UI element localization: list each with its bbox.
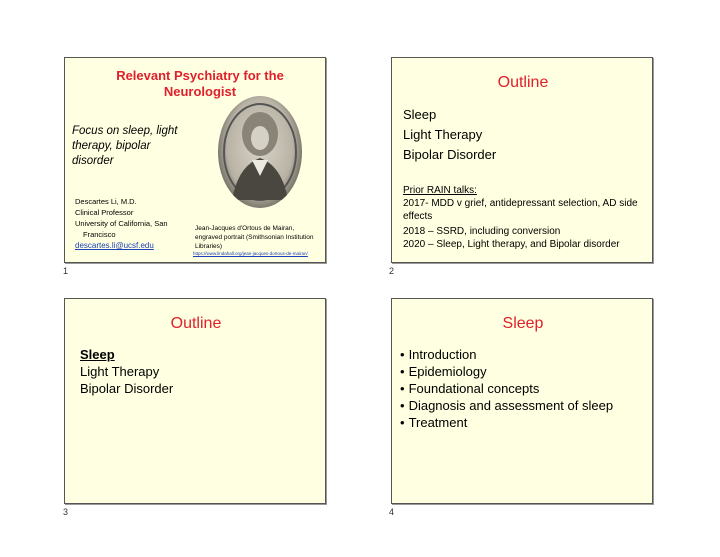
slide-number-1: 1: [63, 266, 69, 276]
source-url-link[interactable]: https://www.lindahall.org/jean-jacques-dortous-de-mairan/: [193, 251, 308, 256]
prior-talk-2017: 2017- MDD v grief, antidepressant selection, AD side effects: [403, 198, 638, 222]
prior-talks: [403, 184, 643, 251]
slide-3-outline-list: [80, 346, 173, 397]
slide-2-title: Outline: [497, 74, 549, 91]
slide-2-outline-list: [403, 105, 496, 165]
portrait-image: [218, 96, 302, 208]
slide-4-title: Sleep: [502, 315, 544, 332]
author-name: Descartes Li, M.D.: [75, 197, 137, 206]
author-role: Clinical Professor: [75, 208, 134, 217]
bullet-introduction: • Introduction: [400, 346, 613, 363]
slide-4-bullet-list: [400, 346, 613, 431]
portrait-engraving-icon: [218, 96, 302, 208]
portrait-caption: Jean-Jacques d'Ortous de Mairan, engraved portrait (Smithsonian Institution Libraries): [195, 225, 314, 250]
slide-number-4: 4: [389, 507, 395, 517]
outline-item-bipolar: Bipolar Disorder: [403, 147, 497, 162]
bullet-epidemiology: • Epidemiology: [400, 363, 613, 380]
prior-talk-2018: 2018 – SSRD, including conversion: [403, 226, 561, 237]
slide-3: [64, 298, 326, 504]
bullet-foundational-concepts: • Foundational concepts: [400, 380, 613, 397]
outline-item-light-therapy: Light Therapy: [80, 364, 160, 379]
slide-1-title: Relevant Psychiatry for the Neurologist: [116, 68, 284, 99]
slide-3-title: Outline: [170, 315, 222, 332]
outline-item-light-therapy: Light Therapy: [403, 127, 483, 142]
slide-number-2: 2: [389, 266, 395, 276]
outline-item-bipolar: Bipolar Disorder: [80, 381, 174, 396]
bullet-diagnosis-assessment: • Diagnosis and assessment of sleep: [400, 397, 613, 414]
slide-4: [391, 298, 653, 504]
slide-1: [64, 57, 326, 263]
slide-number-3: 3: [63, 507, 69, 517]
author-block: [75, 196, 168, 251]
prior-talk-2020: 2020 – Sleep, Light therapy, and Bipolar disorder: [403, 239, 620, 250]
prior-talks-heading: Prior RAIN talks:: [403, 185, 477, 196]
slide-2: [391, 57, 653, 263]
author-affiliation: University of California, San: [75, 219, 168, 228]
outline-item-sleep: Sleep: [403, 107, 437, 122]
bullet-treatment: • Treatment: [400, 414, 613, 431]
author-email-link[interactable]: descartes.li@ucsf.edu: [75, 241, 154, 250]
author-affiliation-city: Francisco: [83, 230, 116, 239]
outline-item-sleep-active: Sleep: [80, 347, 115, 362]
slide-1-focus: Focus on sleep, light therapy, bipolar disorder: [72, 125, 178, 167]
